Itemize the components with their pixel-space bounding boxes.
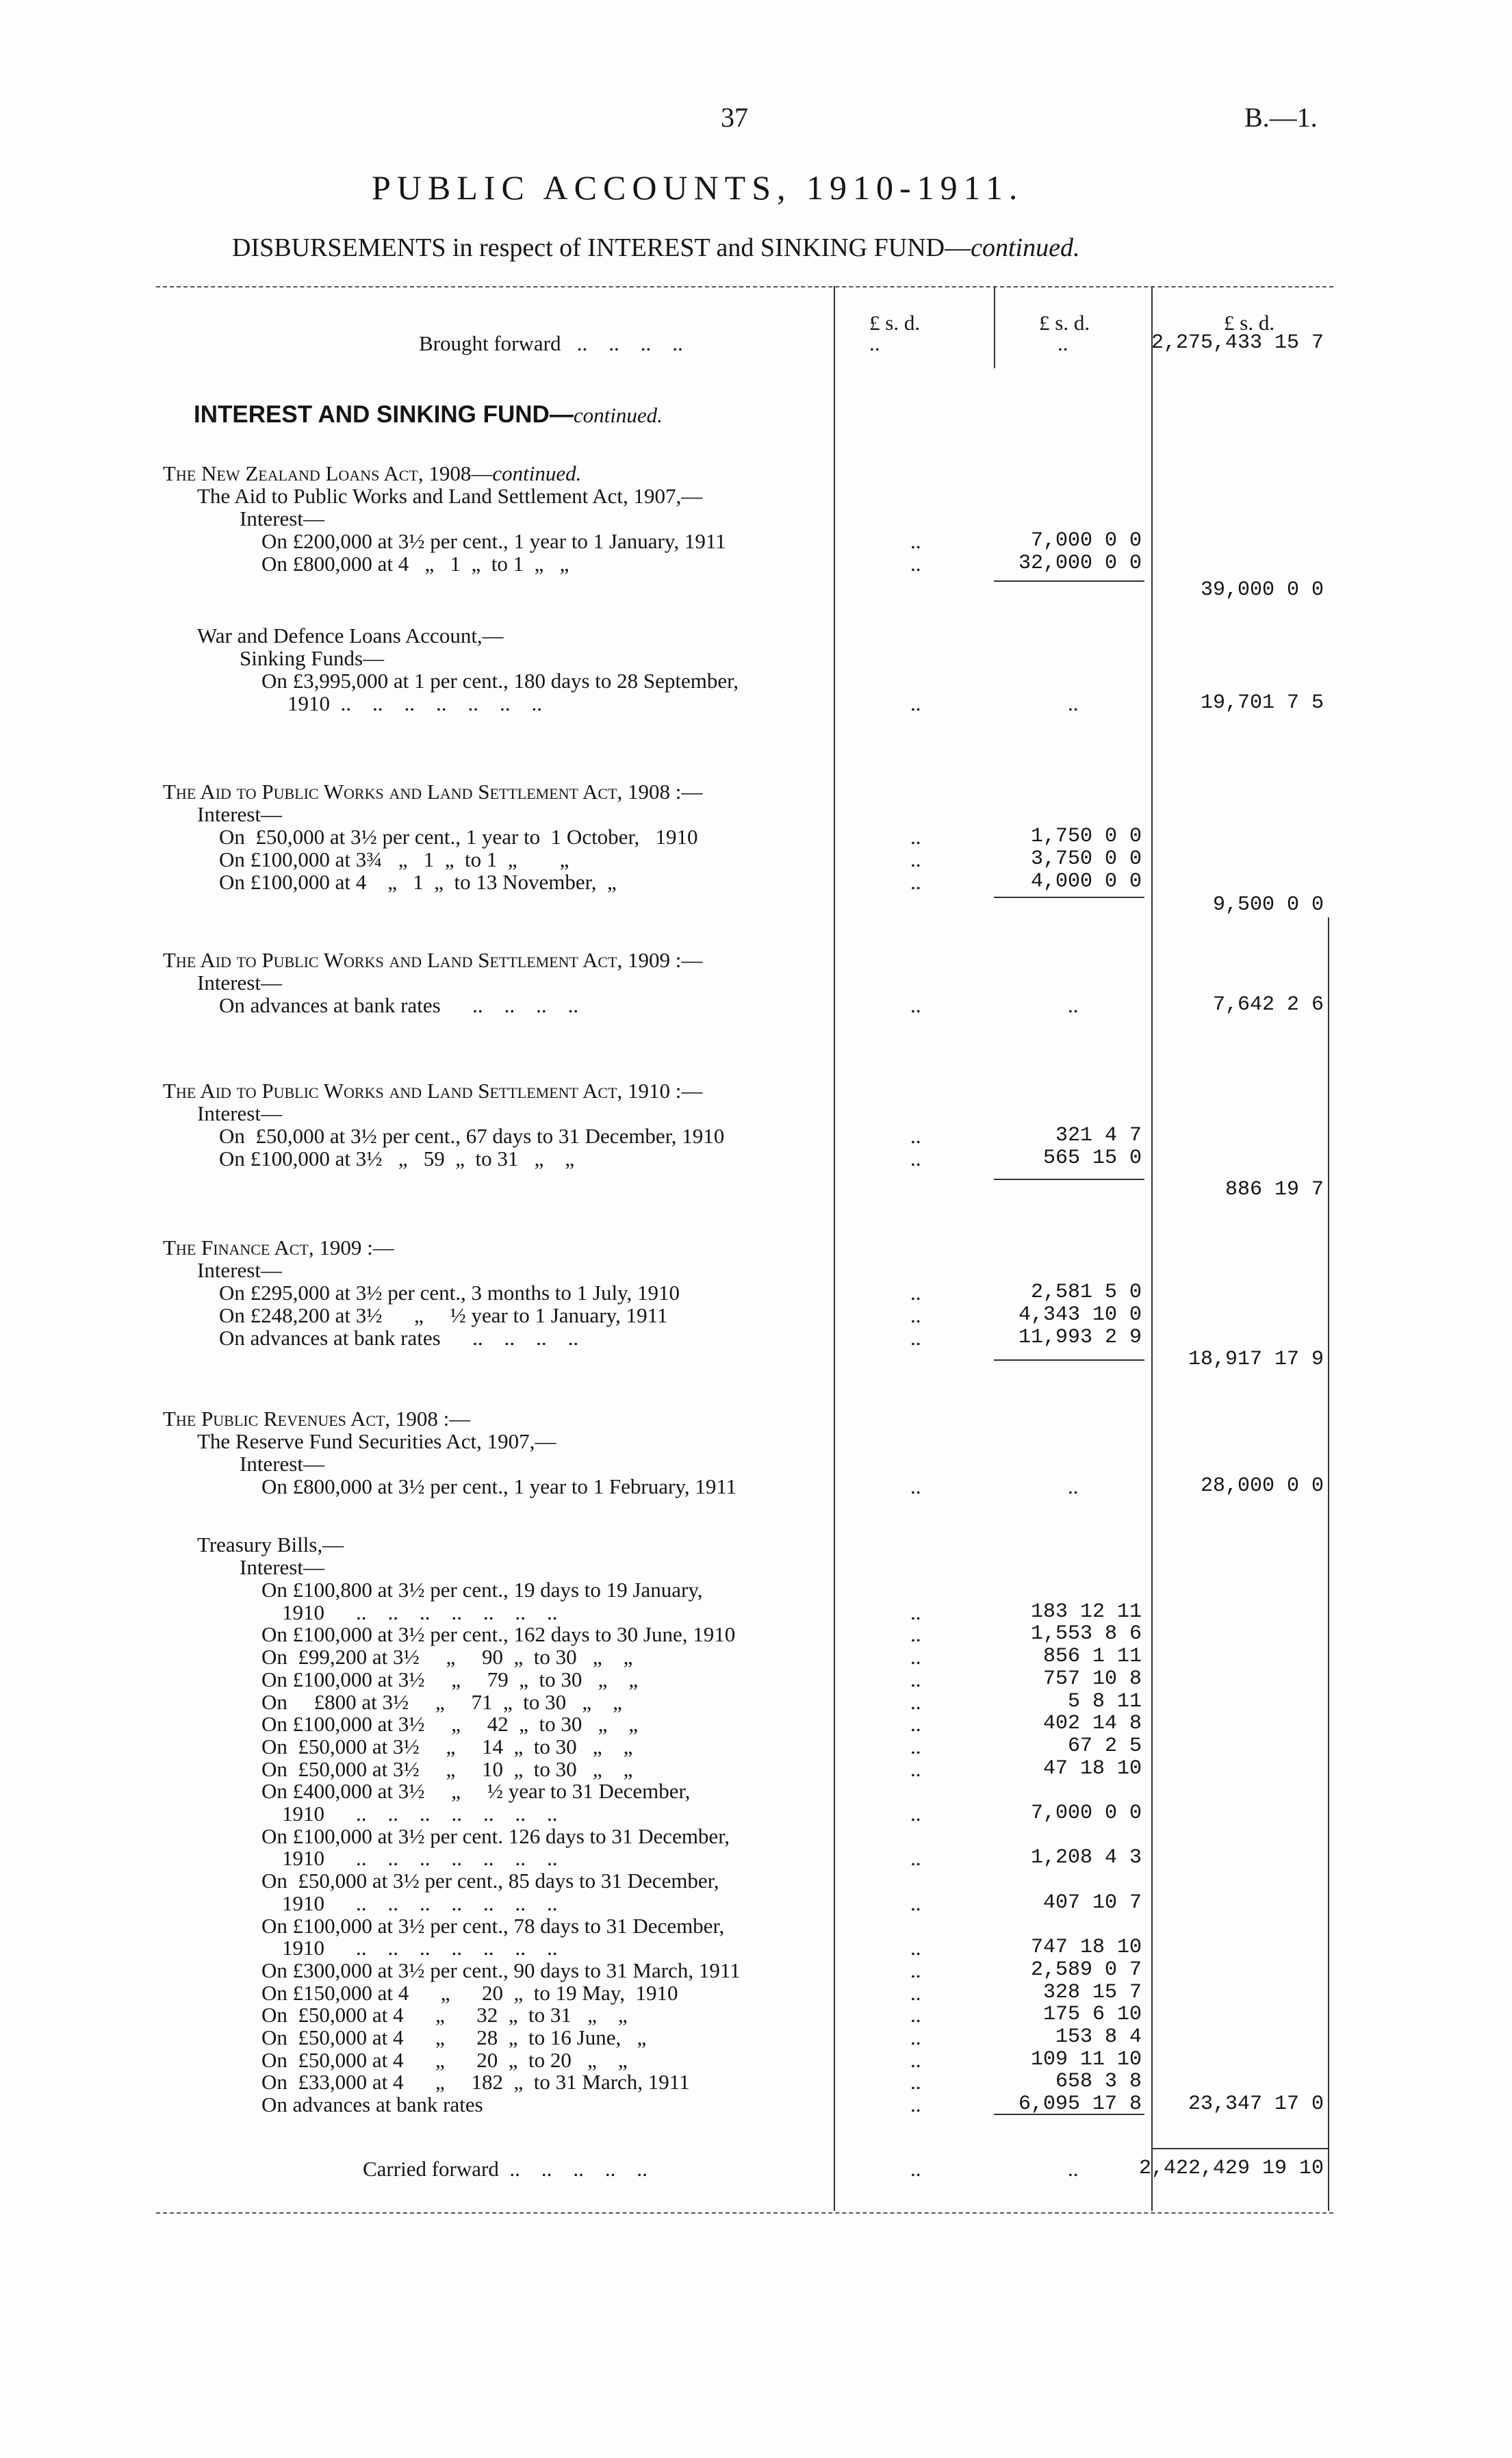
aid-1909-heading: The Aid to Public Works and Land Settlement Act, 1909 :— [163, 948, 703, 972]
interest-label: Interest— [197, 1101, 282, 1125]
treasury-bill-row-amount: 153 8 4 [1055, 2025, 1142, 2049]
nz-loans-row-label: On £200,000 at 3½ per cent., 1 year to 1 January, 1911 [261, 529, 726, 553]
aid-1908-row-label: On £100,000 at 3¾ „ 1 „ to 1 „ „ [219, 847, 569, 871]
interest-label: Interest— [240, 507, 324, 530]
interest-label: Interest— [197, 971, 282, 995]
leader-dots: .. [910, 1645, 921, 1669]
leader-dots: .. [910, 1622, 921, 1647]
brought-forward-label: Brought forward .. .. .. .. [419, 331, 683, 355]
leader-dots: .. [910, 691, 921, 715]
finance-row-label: On advances at bank rates .. .. .. .. [219, 1326, 579, 1350]
leader-dots: .. [1068, 691, 1079, 715]
leader-dots: .. [910, 870, 921, 894]
treasury-bill-row-amount: 5 8 11 [1067, 1689, 1142, 1713]
finance-row-amount: 2,581 5 0 [1030, 1281, 1142, 1304]
right-edge-rule [1328, 917, 1329, 2211]
section-title: INTEREST AND SINKING FUND—continued. [194, 401, 663, 428]
brought-forward-total: 2,275,433 15 7 [1151, 331, 1324, 355]
treasury-bill-row-label: On £50,000 at 4 „ 20 „ to 20 „ „ [261, 2047, 628, 2072]
aid-1910-row-label: On £50,000 at 3½ per cent., 67 days to 31 December, 1910 [219, 1124, 725, 1148]
leader-dots: .. [869, 331, 880, 355]
page-number: 37 [721, 102, 748, 133]
treasury-bill-row-year: 1910 [282, 1802, 324, 1826]
leader-dots: .. [910, 1667, 921, 1691]
page-title: PUBLIC ACCOUNTS, 1910-1911. [372, 168, 1024, 207]
treasury-bill-row-label: On £50,000 at 3½ „ 10 „ to 30 „ „ [261, 1756, 633, 1781]
subtotal-rule [994, 1359, 1144, 1361]
column-rule-3 [1151, 286, 1153, 2211]
treasury-bill-row-amount: 47 18 10 [1042, 1756, 1142, 1780]
war-defence-heading: War and Defence Loans Account,— [197, 624, 504, 648]
carried-forward-label: Carried forward .. .. .. .. .. [363, 2157, 648, 2181]
aid-1910-total: 886 19 7 [1225, 1178, 1324, 1201]
aid-1908-row-amount: 3,750 0 0 [1030, 847, 1142, 871]
sinking-funds-label: Sinking Funds— [240, 646, 385, 670]
interest-label: Interest— [240, 1555, 324, 1579]
aid-1910-row-amount: 321 4 7 [1055, 1124, 1142, 1147]
treasury-bill-row-amount: 109 11 10 [1030, 2047, 1142, 2071]
treasury-bill-row-amount: 856 1 11 [1042, 1645, 1142, 1669]
leader-dots: .. [910, 1689, 921, 1714]
treasury-bill-row-label: On £50,000 at 4 „ 28 „ to 16 June, „ [261, 2025, 647, 2049]
war-defence-row-continued: 1910 .. .. .. .. .. .. .. [287, 691, 542, 715]
nz-loans-total: 39,000 0 0 [1200, 578, 1324, 602]
aid-1909-row-label: On advances at bank rates .. .. .. .. [219, 993, 579, 1017]
treasury-bill-row-label: On £150,000 at 4 „ 20 „ to 19 May, 1910 [261, 1980, 678, 2005]
leader-dots: .. [910, 1958, 921, 1982]
treasury-bill-row-amount: 67 2 5 [1067, 1734, 1142, 1758]
treasury-bill-row-amount: 407 10 7 [1042, 1891, 1142, 1915]
treasury-bill-row-amount: 328 15 7 [1042, 1980, 1142, 2004]
war-defence-row: On £3,995,000 at 1 per cent., 180 days to 28 September, [261, 669, 739, 693]
leader-dots: .. [910, 1980, 921, 2005]
leader-dots: .. [910, 825, 921, 849]
leader-dots: .. [910, 2092, 921, 2117]
leader-dots: .. [910, 1303, 921, 1327]
column-header-3: £ s. d. [1224, 311, 1275, 335]
leader-dots: .. [910, 2157, 921, 2181]
revenues-heading: The Public Revenues Act, 1908 :— [163, 1407, 471, 1431]
treasury-bill-row-amount: 183 12 11 [1030, 1600, 1142, 1624]
subtotal-rule [994, 2114, 1144, 2115]
finance-row-label: On £295,000 at 3½ per cent., 3 months to 1 July, 1910 [219, 1281, 680, 1305]
revenues-subheading: The Reserve Fund Securities Act, 1907,— [197, 1429, 556, 1453]
treasury-bill-row-amount: 757 10 8 [1042, 1667, 1142, 1691]
leader-dots: .. [910, 2003, 921, 2027]
leader-dots: .. [910, 847, 921, 871]
leader-dots: .. [910, 1124, 921, 1148]
treasury-bills-total: 23,347 17 0 [1188, 2092, 1324, 2116]
nz-loans-row-label: On £800,000 at 4 „ 1 „ to 1 „ „ [261, 552, 569, 576]
treasury-bill-row-label: On £100,000 at 3½ per cent. 126 days to 31 December, [261, 1823, 730, 1848]
treasury-bill-row-label: On £100,000 at 3½ „ 79 „ to 30 „ „ [261, 1667, 639, 1691]
nz-loans-row-amount: 32,000 0 0 [1018, 552, 1142, 575]
column-header-1: £ s. d. [869, 311, 921, 335]
aid-1908-row-label: On £100,000 at 4 „ 1 „ to 13 November, „ [219, 870, 617, 894]
treasury-bill-row-label: On advances at bank rates [261, 2092, 483, 2117]
leader-dots: .. [910, 1147, 921, 1170]
treasury-bill-row-label: On £800 at 3½ „ 71 „ to 30 „ „ [261, 1689, 622, 1714]
treasury-bill-row-label: On £100,000 at 3½ per cent., 78 days to 31 December, [261, 1913, 725, 1938]
treasury-bill-row-amount: 1,553 8 6 [1030, 1622, 1142, 1646]
aid-1908-row-amount: 1,750 0 0 [1030, 825, 1142, 848]
leader-dots: .. [910, 1756, 921, 1781]
subtotal-rule [994, 580, 1144, 582]
leader-dots: .. [910, 1734, 921, 1758]
finance-row-amount: 11,993 2 9 [1018, 1326, 1142, 1349]
leader-dots: .. [910, 1474, 921, 1498]
aid-1909-total: 7,642 2 6 [1212, 993, 1324, 1016]
interest-label: Interest— [240, 1452, 324, 1476]
treasury-bills-heading: Treasury Bills,— [197, 1533, 344, 1557]
revenues-row-total: 28,000 0 0 [1200, 1474, 1324, 1498]
nz-loans-subheading: The Aid to Public Works and Land Settlement Act, 1907,— [197, 484, 703, 508]
treasury-bill-row-year: 1910 [282, 1891, 324, 1915]
treasury-bill-row-label: On £99,200 at 3½ „ 90 „ to 30 „ „ [261, 1645, 633, 1669]
leader-dots: .. [1058, 331, 1068, 355]
aid-1908-row-label: On £50,000 at 3½ per cent., 1 year to 1 October, 1910 [219, 825, 698, 849]
treasury-bill-row-amount: 658 3 8 [1055, 2070, 1142, 2094]
leader-dots: .. .. .. .. .. .. .. [356, 1891, 558, 1915]
treasury-bill-row-label: On £100,000 at 3½ per cent., 162 days to 30 June, 1910 [261, 1622, 736, 1647]
leader-dots: .. [910, 1936, 921, 1960]
leader-dots: .. .. .. .. .. .. .. [356, 1936, 558, 1960]
treasury-bill-row-label: On £300,000 at 3½ per cent., 90 days to 31 March, 1911 [261, 1958, 741, 1982]
treasury-bill-row-label: On £400,000 at 3½ „ ½ year to 31 December, [261, 1779, 691, 1804]
treasury-bill-row-label: On £33,000 at 4 „ 182 „ to 31 March, 1911 [261, 2070, 690, 2095]
aid-1910-row-label: On £100,000 at 3½ „ 59 „ to 31 „ „ [219, 1147, 575, 1170]
treasury-bill-row-amount: 1,208 4 3 [1030, 1846, 1142, 1870]
subtotal-rule [994, 897, 1144, 898]
treasury-bill-row-label: On £100,000 at 3½ „ 42 „ to 30 „ „ [261, 1712, 639, 1737]
treasury-bill-row-amount: 7,000 0 0 [1030, 1802, 1142, 1825]
nz-loans-row-amount: 7,000 0 0 [1030, 529, 1142, 552]
interest-label: Interest— [197, 1258, 282, 1282]
column-rule-1 [834, 286, 835, 2211]
page-subtitle: DISBURSEMENTS in respect of INTEREST and SINKING FUND—continued. [232, 233, 1080, 262]
leader-dots: .. [910, 2025, 921, 2049]
leader-dots: .. [910, 1281, 921, 1305]
leader-dots: .. [1068, 1474, 1079, 1498]
table-top-rule [156, 286, 1333, 287]
leader-dots: .. [910, 2047, 921, 2072]
leader-dots: .. [910, 1846, 921, 1871]
leader-dots: .. [910, 529, 921, 553]
leader-dots: .. [910, 552, 921, 576]
treasury-bill-row-amount: 402 14 8 [1042, 1712, 1142, 1736]
treasury-bill-row-amount: 6,095 17 8 [1018, 2092, 1142, 2116]
aid-1908-total: 9,500 0 0 [1212, 893, 1324, 917]
leader-dots: .. [1068, 2157, 1079, 2181]
leader-dots: .. .. .. .. .. .. .. [356, 1600, 558, 1624]
finance-heading: The Finance Act, 1909 :— [163, 1236, 394, 1259]
leader-dots: .. [910, 2070, 921, 2095]
treasury-bill-row-amount: 747 18 10 [1030, 1936, 1142, 1960]
treasury-bill-row-label: On £50,000 at 3½ per cent., 85 days to 31 December, [261, 1869, 719, 1893]
column-header-2: £ s. d. [1039, 311, 1090, 335]
nz-loans-heading: The New Zealand Loans Act, 1908—continued. [163, 461, 582, 485]
treasury-bill-row-amount: 175 6 10 [1042, 2003, 1142, 2027]
aid-1908-row-amount: 4,000 0 0 [1030, 870, 1142, 893]
leader-dots: .. .. .. .. .. .. .. [356, 1802, 558, 1826]
treasury-bill-row-label: On £50,000 at 3½ „ 14 „ to 30 „ „ [261, 1734, 633, 1758]
grand-total-rule [1151, 2148, 1328, 2149]
revenues-row-label: On £800,000 at 3½ per cent., 1 year to 1 February, 1911 [261, 1474, 737, 1498]
leader-dots: .. [910, 993, 921, 1017]
column-rule-2 [994, 286, 995, 368]
carried-forward-total: 2,422,429 19 10 [1138, 2157, 1324, 2180]
aid-1910-heading: The Aid to Public Works and Land Settlement Act, 1910 :— [163, 1079, 703, 1103]
leader-dots: .. [910, 1600, 921, 1624]
table-bottom-rule [156, 2212, 1333, 2214]
leader-dots: .. [1068, 993, 1079, 1017]
subtotal-rule [994, 1179, 1144, 1180]
finance-total: 18,917 17 9 [1188, 1348, 1324, 1371]
finance-row-amount: 4,343 10 0 [1018, 1303, 1142, 1327]
leader-dots: .. [910, 1712, 921, 1737]
war-defence-total: 19,701 7 5 [1200, 691, 1324, 715]
leader-dots: .. [910, 1802, 921, 1826]
treasury-bill-row-year: 1910 [282, 1846, 324, 1871]
leader-dots: .. .. .. .. .. .. .. [356, 1846, 558, 1871]
finance-row-label: On £248,200 at 3½ „ ½ year to 1 January, 1911 [219, 1303, 668, 1327]
aid-1910-row-amount: 565 15 0 [1042, 1147, 1142, 1170]
treasury-bill-row-year: 1910 [282, 1936, 324, 1960]
treasury-bill-row-label: On £100,800 at 3½ per cent., 19 days to 19 January, [261, 1578, 703, 1602]
aid-1908-heading: The Aid to Public Works and Land Settlement Act, 1908 :— [163, 780, 703, 804]
treasury-bill-row-label: On £50,000 at 4 „ 32 „ to 31 „ „ [261, 2003, 628, 2027]
treasury-bill-row-amount: 2,589 0 7 [1030, 1958, 1142, 1982]
document-reference: B.—1. [1244, 102, 1318, 133]
leader-dots: .. [910, 1891, 921, 1915]
leader-dots: .. [910, 1326, 921, 1350]
interest-label: Interest— [197, 802, 282, 826]
treasury-bill-row-year: 1910 [282, 1600, 324, 1624]
